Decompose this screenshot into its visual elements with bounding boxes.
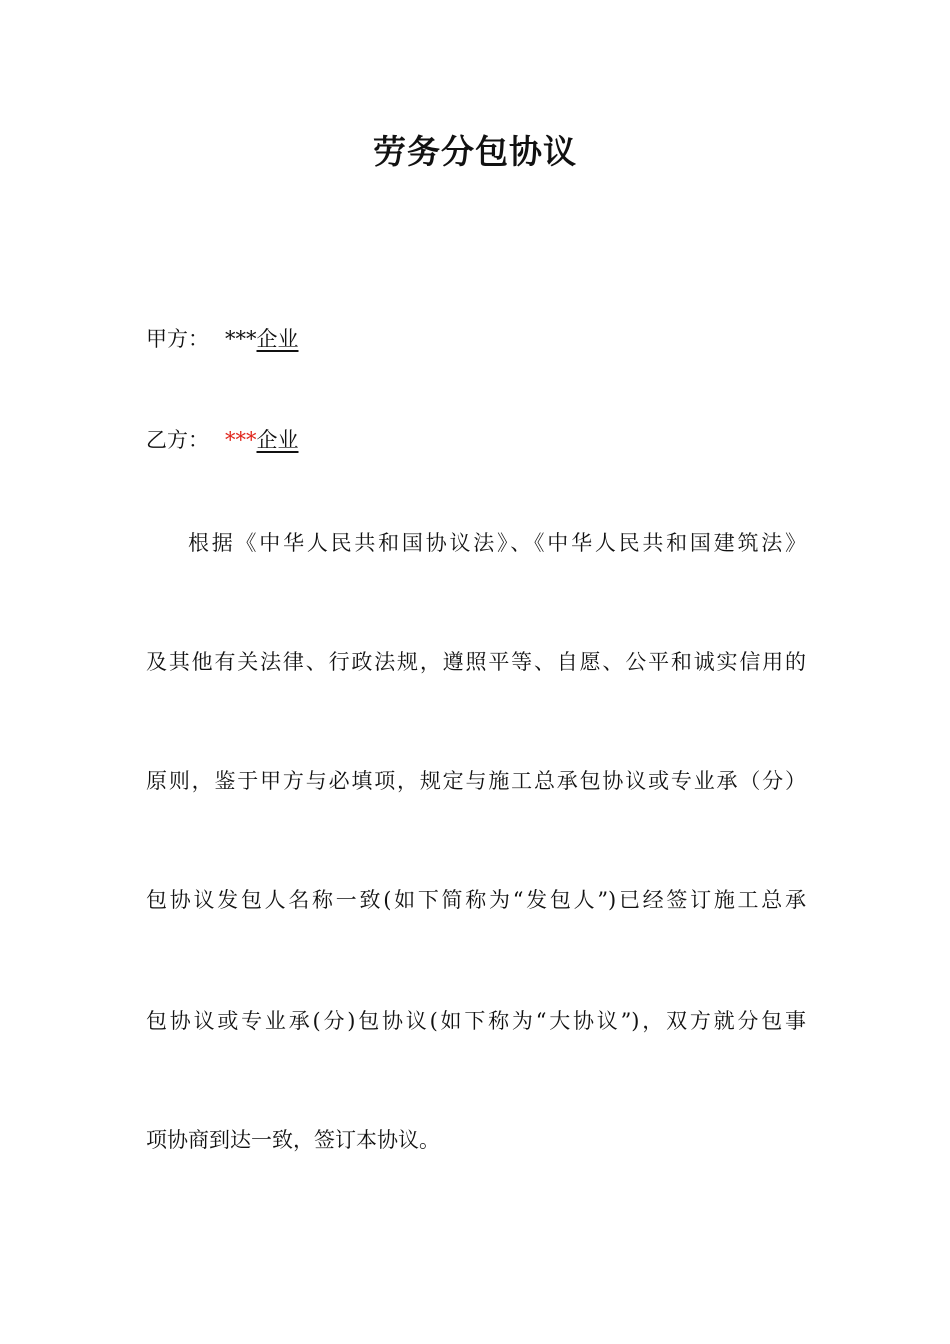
party-b-line — [146, 425, 299, 455]
party-b-stars: *** — [225, 428, 257, 452]
party-a-line — [146, 324, 299, 354]
party-b-label: 乙方： — [146, 428, 209, 452]
body-line-4: 包协议发包人名称一致(如下简称为“发包人”)已经签订施工总承 — [146, 888, 806, 912]
party-a-stars: *** — [225, 327, 257, 351]
party-a-name: 企业 — [256, 327, 299, 351]
party-b-name: 企业 — [256, 428, 299, 452]
body-line-6: 项协商到达一致，签订本协议。 — [146, 1128, 440, 1152]
body-line-2: 及其他有关法律、行政法规，遵照平等、自愿、公平和诚实信用的 — [146, 650, 806, 674]
party-a-label: 甲方： — [146, 327, 209, 351]
body-line-3: 原则，鉴于甲方与必填项，规定与施工总承包协议或专业承（分） — [146, 769, 806, 793]
body-line-5: 包协议或专业承(分)包协议(如下称为“大协议”)，双方就分包事 — [146, 1009, 806, 1033]
body-line-1: 根据《中华人民共和国协议法》、《中华人民共和国建筑法》 — [188, 531, 806, 555]
document-title: 劳务分包协议 — [373, 132, 577, 171]
